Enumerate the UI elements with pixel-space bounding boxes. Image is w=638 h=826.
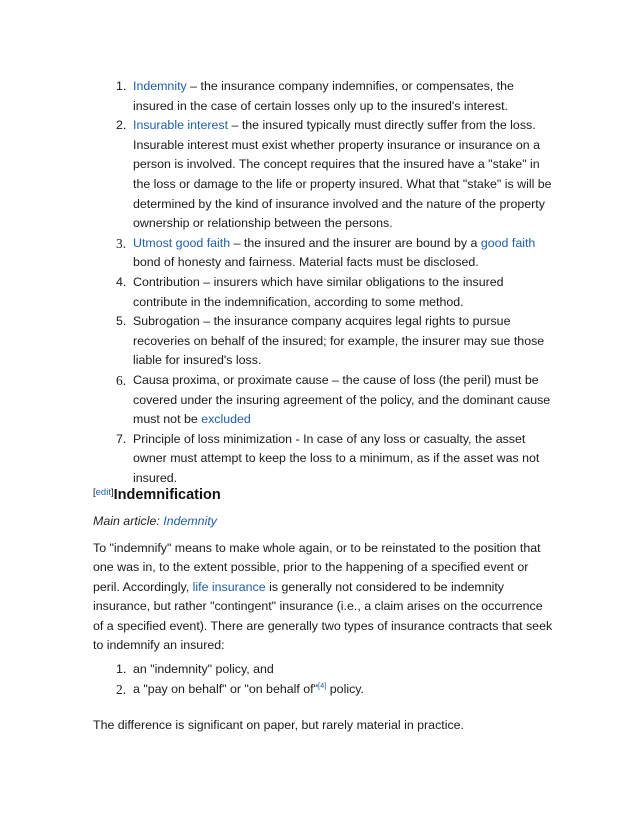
- list-number: 6.: [116, 372, 127, 388]
- list-item-text: – the insured typically must directly suffer from the loss. Insurable interest must exist whether property insurance or insurance on a person is involved. The concept requires that the insured have a "stake" in the loss or damage to the life or property insured. What that "stake" is will be determined by the kind of insurance involved and the nature of the property ownership or relationship between the persons.: [133, 118, 552, 231]
- list-number: 1.: [116, 662, 127, 676]
- list-item-text: a "pay on behalf" or "on behalf of": [133, 681, 318, 696]
- list-item: [116, 273, 556, 312]
- list-number: 4.: [116, 274, 127, 289]
- list-item: [116, 680, 556, 700]
- utmost-good-faith-link[interactable]: Utmost good faith: [133, 235, 231, 250]
- list-number: 2.: [116, 118, 127, 133]
- paragraph-text: is generally not considered to be indemnity insurance, but rather "contingent" insurance (i.e., a claim arises on the occurrence of a specified event). There are generally two types of insurance contracts that seek to indemnify an insured:: [93, 579, 553, 653]
- list-item-text: – the insured and the insurer are bound by a: [230, 235, 481, 250]
- insurance-principles-list: [116, 77, 556, 488]
- indemnity-link[interactable]: Indemnity: [133, 79, 187, 93]
- list-item-text: policy.: [326, 681, 364, 696]
- section-heading: [93, 487, 221, 503]
- list-number: 5.: [116, 314, 127, 329]
- reference-link[interactable]: [4]: [318, 680, 327, 690]
- list-item-text: an "indemnity" policy, and: [133, 662, 274, 676]
- list-item-text: Contribution – insurers which have similar obligations to the insured contribute in the indemnification, according to some method.: [133, 274, 504, 309]
- edit-section: [93, 487, 114, 498]
- main-article-link[interactable]: Indemnity: [163, 514, 217, 528]
- list-number: 7.: [116, 431, 127, 446]
- contract-types-list: [116, 660, 556, 699]
- difference-paragraph: The difference is significant on paper, but rarely material in practice.: [93, 718, 464, 732]
- main-article-prefix: Main article:: [93, 514, 164, 528]
- list-item: [116, 116, 556, 234]
- list-item: [116, 234, 556, 273]
- insurable-interest-link[interactable]: Insurable interest: [133, 118, 229, 133]
- list-item-text: bond of honesty and fairness. Material facts must be disclosed.: [133, 255, 479, 270]
- indemnify-paragraph: [93, 539, 555, 655]
- edit-bracket-close: ]: [110, 487, 114, 498]
- edit-link[interactable]: edit: [95, 487, 111, 498]
- list-number: 2.: [116, 681, 127, 697]
- section-title: Indemnification: [113, 487, 221, 503]
- list-item-text: Principle of loss minimization - In case of any loss or casualty, the asset owner must attempt to keep the loss to a minimum, as if the asset was not insured.: [133, 431, 540, 485]
- list-item: [116, 430, 556, 489]
- list-item-text: Subrogation – the insurance company acquires legal rights to pursue recoveries on behalf of the insured; for example, the insurer may sue those liable for insured's loss.: [133, 314, 545, 368]
- life-insurance-link[interactable]: life insurance: [192, 579, 266, 594]
- list-item: [116, 312, 556, 371]
- good-faith-link[interactable]: good faith: [480, 235, 536, 250]
- excluded-link[interactable]: excluded: [201, 412, 251, 427]
- list-item: [116, 77, 556, 116]
- paragraph-text: To "indemnify" means to make whole again, or to be reinstated to the position that one was in, to the extent possible, prior to the happening of a specified event or peril. Accordingly,: [93, 541, 541, 594]
- edit-bracket-open: [: [93, 487, 96, 498]
- list-number: 1.: [116, 79, 127, 93]
- list-item: [116, 660, 556, 680]
- list-item: [116, 371, 556, 430]
- list-item-text: – the insurance company indemnifies, or compensates, the insured in the case of certain losses only up to the insured's interest.: [133, 79, 514, 113]
- list-item-text: Causa proxima, or proximate cause – the cause of loss (the peril) must be covered under the insuring agreement of the policy, and the dominant cause must not be: [133, 372, 551, 427]
- list-number: 3.: [116, 235, 127, 251]
- main-article-note: [93, 514, 217, 528]
